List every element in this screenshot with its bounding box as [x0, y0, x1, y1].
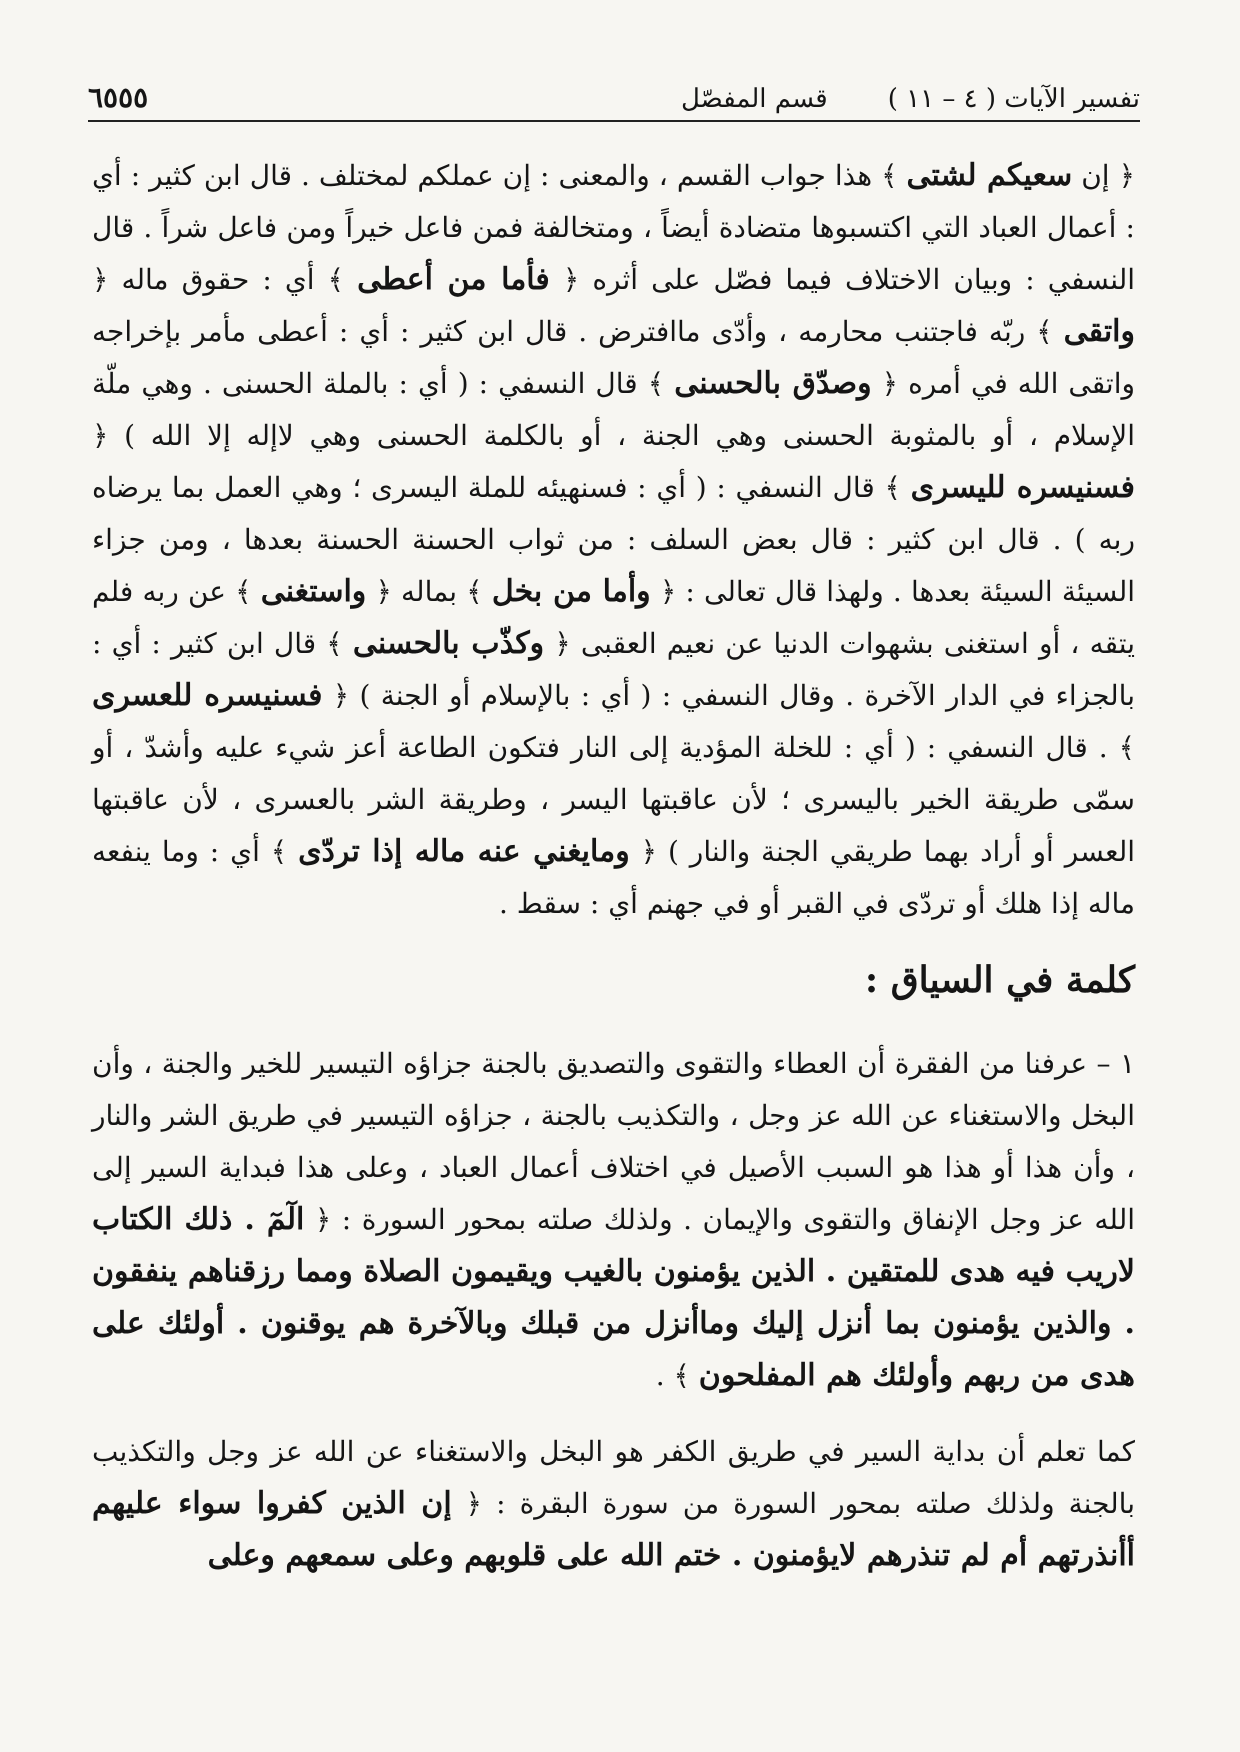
context-paragraph-2 — [92, 1426, 1135, 1582]
context-paragraph-1 — [92, 1038, 1135, 1402]
tafsir-paragraph — [92, 150, 1135, 930]
text-run: ﴾ قال ابن كثير : أي : بالجزاء في الدار الآخرة . وقال النسفي : ( أي : بالإسلام أو الجنة ) ﴿ — [92, 627, 1135, 712]
section-name: قسم المفصّل — [680, 84, 828, 114]
paragraph-gap — [92, 1402, 1135, 1426]
section-heading: كلمة في السياق : — [864, 959, 1135, 1001]
page-header — [88, 70, 1140, 122]
quran-quote: وكذّب بالحسنى — [352, 626, 545, 661]
text-run: ﴾ أي : حقوق ماله ﴿ — [92, 263, 358, 296]
text-run: ﴾ أي : وما ينفعه ماله إذا هلك أو تردّى في القبر أو في جهنم أي : سقط . — [92, 835, 1135, 920]
quran-quote: واتقى — [1063, 314, 1135, 349]
quran-quote: سعيكم لشتى — [906, 158, 1073, 193]
running-title: تفسير الآيات ( ٤ – ١١ ) — [887, 84, 1140, 114]
text-run: ﴿ إن — [1072, 159, 1135, 192]
quran-quote: إن الذين كفروا سواء عليهم أأنذرتهم أم لم تنذرهم لايؤمنون . ختم الله على قلوبهم وعلى سمعهم وعلى — [92, 1486, 1135, 1573]
quran-quote: فسنيسره للعسرى — [92, 678, 323, 713]
quran-quote: فأما من أعطى — [357, 262, 550, 297]
text-run: ﴾ قال النسفي : ( أي : بالملة الحسنى . وهي ملّة الإسلام ، أو بالمثوبة الحسنى وهي الجنة ، أو بالكلمة الحسنى وهي لاإله إلا الله ) ﴿ — [92, 367, 1135, 452]
text-run: ﴾ هذا جواب القسم ، والمعنى : إن عملكم لمختلف . قال ابن كثير : أي : أعمال العباد التي اكتسبوها متضادة أيضاً ، ومتخالفة فمن فاعل خيراً ومن فاعل شراً . قال النسفي : وبيان الاختلاف فيما فصّل على أثره ﴿ — [92, 159, 1136, 296]
text-run: ١ – عرفنا من الفقرة أن العطاء والتقوى والتصديق بالجنة جزاؤه التيسير للخير والجنة ، وأن البخل والاستغناء عن الله عز وجل ، والتكذيب بالجنة ، جزاؤه التيسير في طريق الشر والنار ، وأن هذا أو هذا هو السبب الأصيل في اختلاف أعمال العباد ، وعلى هذا فبداية السير إلى الله عز وجل الإنفاق والتقوى والإيمان . ولذلك صلته بمحور السورة : ﴿ — [92, 1047, 1136, 1236]
text-run: كما تعلم أن بداية السير في طريق الكفر هو البخل والاستغناء عن الله عز وجل والتكذيب بالجنة ولذلك صلته بمحور السورة من سورة البقرة : ﴿ — [92, 1435, 1136, 1520]
text-run: ﴾ . قال النسفي : ( أي : للخلة المؤدية إلى النار فتكون الطاعة أعز شيء عليه وأشدّ ، أو سمّى طريقة الخير باليسرى ؛ لأن عاقبتها اليسر ، وطريقة الشر بالعسرى ، لأن عاقبتها العسر أو أراد بهما طريقي الجنة والنار ) ﴿ — [92, 731, 1135, 868]
text-run: ﴾ عن ربه فلم يتقه ، أو استغنى بشهوات الدنيا عن نعيم العقبى ﴿ — [92, 575, 1135, 660]
quran-quote: الٓمٓ . ذلك الكتاب لاريب فيه هدى للمتقين . الذين يؤمنون بالغيب ويقيمون الصلاة ومما رزقناهم ينفقون . والذين يؤمنون بما أنزل إليك وماأنزل من قبلك وبالآخرة هم يوقنون . أولئك على هدى من ربهم وأولئك هم المفلحون — [92, 1202, 1135, 1393]
quran-quote: ومايغني عنه ماله إذا تردّى — [298, 834, 630, 869]
page-body — [92, 150, 1135, 1582]
text-run: ﴾ بماله ﴿ — [366, 575, 492, 608]
quran-quote: واستغنى — [260, 574, 367, 609]
quran-quote: وصدّق بالحسنى — [674, 366, 872, 401]
text-run: ﴾ قال النسفي : ( أي : فسنهيئه للملة اليسرى ؛ وهي العمل بما يرضاه ربه ) . قال ابن كثير : قال بعض السلف : من ثواب الحسنة الحسنة بعدها ، ومن جزاء السيئة السيئة بعدها . ولهذا قال تعالى : ﴿ — [92, 471, 1136, 608]
text-run: ﴾ ربّه فاجتنب محارمه ، وأدّى ماافترض . قال ابن كثير : أي : أعطى مأمر بإخراجه واتقى الله في أمره ﴿ — [92, 315, 1136, 400]
text-run: ﴾ . — [655, 1359, 699, 1392]
quran-quote: وأما من بخل — [491, 574, 651, 609]
page-number: ٦٥٥٥ — [88, 81, 149, 114]
header-right — [681, 84, 1140, 114]
quran-quote: فسنيسره لليسرى — [910, 470, 1135, 505]
